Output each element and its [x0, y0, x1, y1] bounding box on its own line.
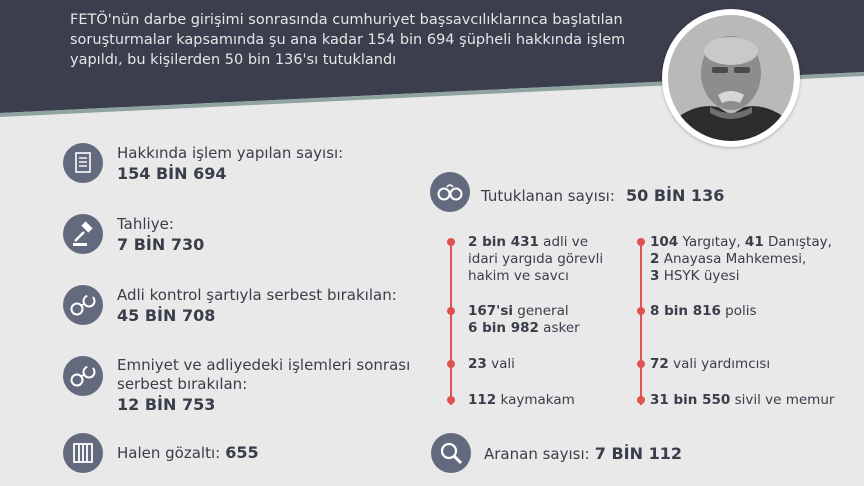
stat-value: 12 BİN 753: [117, 395, 216, 414]
open-handcuffs-icon: [63, 285, 103, 325]
timeline-number: 41: [744, 234, 764, 250]
timeline-number: 23: [468, 356, 487, 372]
timeline-number: 31 bin 550: [650, 392, 731, 408]
stat-arrested: [481, 186, 724, 205]
portrait-photo: [662, 9, 800, 147]
timeline-item-deputy-governors: [650, 356, 770, 373]
stat-label: Halen gözaltı:: [117, 444, 221, 462]
intro-text: FETÖ'nün darbe girişimi sonrasında cumhuriyet başsavcılıklarınca başlatılan soruşturmalar kapsamında şu ana kadar 154 bin 694 şüpheli hakkında işlem yapıldı, bu kişilerden 50 bin 136'sı tutuklandı: [70, 12, 626, 68]
timeline-number: 167'si: [468, 303, 513, 319]
timeline-number: 72: [650, 356, 669, 372]
timeline-text: kaymakam: [500, 392, 575, 408]
stat-value: 154 BİN 694: [117, 164, 227, 183]
document-icon: [63, 143, 103, 183]
timeline-text: general: [517, 303, 569, 319]
stat-value: 50 BİN 136: [625, 186, 725, 205]
timeline-item-judges: [468, 234, 603, 285]
stat-wanted: [484, 444, 682, 463]
timeline-text: asker: [543, 320, 580, 336]
timeline-number: 2 bin 431: [468, 234, 539, 250]
stat-label: Tutuklanan sayısı:: [481, 187, 615, 205]
timeline-text: Danıştay,: [768, 234, 832, 250]
stat-processed: [117, 144, 343, 185]
stat-label: Hakkında işlem yapılan sayısı:: [117, 144, 344, 162]
timeline-number: 112: [468, 392, 497, 408]
stat-label: Adli kontrol şartıyla serbest bırakılan:: [117, 286, 397, 304]
timeline-item-high-courts: [650, 234, 832, 285]
stat-label: Aranan sayısı:: [484, 445, 590, 463]
timeline-line-right: [640, 241, 642, 405]
timeline-text: Yargıtay,: [682, 234, 741, 250]
open-handcuffs-icon: [63, 356, 103, 396]
timeline-text: vali yardımcısı: [673, 356, 771, 372]
stat-label: Tahliye:: [117, 215, 174, 233]
stat-judicial-control: [117, 286, 397, 327]
stat-release: [117, 215, 204, 256]
timeline-line-left: [450, 241, 452, 405]
timeline-dot: [637, 360, 645, 368]
timeline-item-civil-servants: [650, 392, 834, 409]
timeline-dot: [447, 307, 455, 315]
gavel-icon: [63, 214, 103, 254]
timeline-text: vali: [491, 356, 515, 372]
timeline-text: hakim ve savcı: [468, 268, 569, 284]
stat-released-after-process: [117, 356, 410, 416]
stat-value: 655: [225, 443, 259, 462]
timeline-text: adli ve: [543, 234, 589, 250]
timeline-dot: [447, 396, 455, 404]
handcuffs-icon: [430, 172, 470, 212]
timeline-item-governors: [468, 356, 515, 373]
timeline-number: 8 bin 816: [650, 303, 721, 319]
timeline-number: 6 bin 982: [468, 320, 539, 336]
stat-value: 7 BİN 112: [594, 444, 682, 463]
timeline-text: idari yargıda görevli: [468, 251, 604, 267]
timeline-number: 2: [650, 251, 660, 267]
stat-label: serbest bırakılan:: [117, 375, 248, 393]
timeline-text: polis: [725, 303, 757, 319]
timeline-number: 3: [650, 268, 660, 284]
magnifier-icon: [431, 433, 471, 473]
timeline-number: 104: [650, 234, 679, 250]
timeline-item-military: [468, 303, 580, 337]
jail-bars-icon: [63, 433, 103, 473]
timeline-item-district-governors: [468, 392, 575, 409]
stat-label: Emniyet ve adliyedeki işlemleri sonrası: [117, 356, 411, 374]
timeline-dot: [637, 238, 645, 246]
timeline-dot: [447, 238, 455, 246]
timeline-text: Anayasa Mahkemesi,: [663, 251, 807, 267]
stat-custody: [117, 443, 259, 462]
timeline-text: HSYK üyesi: [663, 268, 740, 284]
timeline-text: sivil ve memur: [734, 392, 835, 408]
timeline-dot: [637, 307, 645, 315]
timeline-dot: [447, 360, 455, 368]
stat-value: 7 BİN 730: [117, 235, 205, 254]
timeline-dot: [637, 396, 645, 404]
timeline-item-police: [650, 303, 757, 320]
stat-value: 45 BİN 708: [117, 306, 216, 325]
